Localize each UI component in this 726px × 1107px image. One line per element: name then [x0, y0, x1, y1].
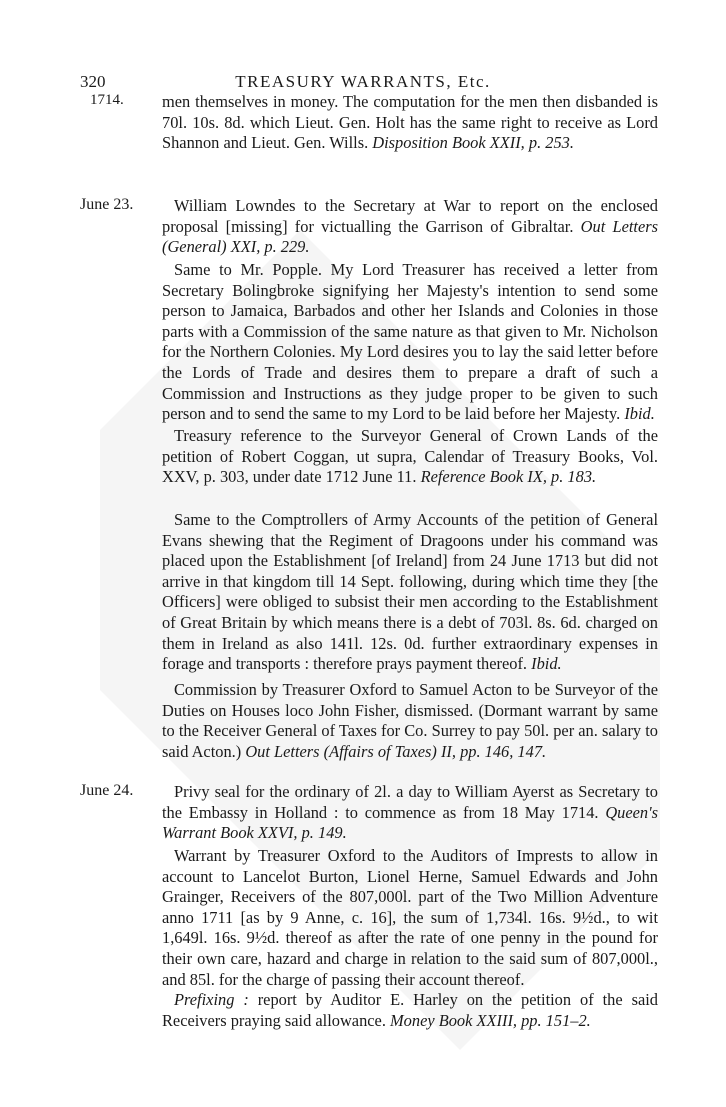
entry-text: men themselves in money. The computation for the men then disbanded is 70l. 10s. 8d. which Lieut. Gen. Holt has the same right to receive as Lord Shannon and Lieut. Gen. Wills. — [162, 92, 658, 153]
entry-acton — [162, 680, 658, 762]
entry-popple — [162, 260, 658, 425]
entry-disbanded-men — [162, 92, 658, 154]
entry-coggan — [162, 426, 658, 488]
entry-text: Treasury reference to the Surveyor General of Crown Lands of the petition of Robert Coggan, ut supra, Calendar of Treasury Books, Vol. XXV, p. 303, under date 1712 June 11. — [162, 426, 658, 487]
date-june-23: June 23. — [80, 196, 134, 213]
entry-evans — [162, 510, 658, 675]
entry-reference: Money Book XXIII, pp. 151–2. — [390, 1010, 591, 1030]
entry-reference: Out Letters (General) XXI, p. 229. — [162, 216, 658, 257]
entry-text: Warrant by Treasurer Oxford to the Auditors of Imprests to allow in account to Lancelot Burton, Lionel Herne, Samuel Edwards and John Grainger, Receivers of the 807,000l. part of the Two Million Adventure anno 1711 [as by 9 Anne, c. 16], the sum of 1,734l. 16s. 9½d., to wit 1,649l. 16s. 9½d. thereof as after the rate of one penny in the pound for their own care, hazard and charge in relation to the said sum of 807,000l., and 85l. for the charge of passing their account thereof. — [162, 846, 658, 989]
entry-text: Privy seal for the ordinary of 2l. a day to William Ayerst as Secretary to the Embassy in Holland : to commence as from 18 May 1714. — [162, 782, 658, 822]
running-head: TREASURY WARRANTS, Etc. — [235, 72, 491, 91]
entry-reference: Ibid. — [531, 654, 562, 674]
entry-text: Same to Mr. Popple. My Lord Treasurer has received a letter from Secretary Bolingbroke signifying her Majesty's intention to send some person to Jamaica, Barbados and other her Islands and Colonies in those parts with a Commission of the same nature as that given to Mr. Nicholson for the Northern Colonies. My Lord desires you to lay the said letter before the Lords of Trade and desires them to prepare a draft of such a Commission and Instructions as they judge proper to be given to such person and to send the same to my Lord to be laid before her Majesty. — [162, 260, 658, 424]
entry-lead: Prefixing : — [174, 990, 249, 1010]
entry-receivers-warrant — [162, 846, 658, 1031]
entry-reference: Queen's Warrant Book XXVI, p. 149. — [162, 802, 658, 843]
entry-reference: Ibid. — [624, 404, 655, 424]
entry-gibraltar — [162, 196, 658, 258]
entry-text: report by Auditor E. Harley on the petition of the said Receivers praying said allowance. — [162, 990, 658, 1030]
entry-text: Same to the Comptrollers of Army Accounts of the petition of General Evans shewing that the Regiment of Dragoons under his command was placed upon the Establishment [of Ireland] from 24 June 1713 but did not arrive in that kingdom till 14 Sept. following, during which time they [the Officers] were obliged to subsist their men according to the Establishment of Great Britain by which means there is a debt of 703l. 8s. 6d. charged on them in Ireland as also 141l. 12s. 0d. further extraordinary expenses in forage and transports : therefore prays payment thereof. — [162, 510, 658, 674]
entry-reference: Disposition Book XXII, p. 253. — [372, 133, 574, 153]
entry-text: Commission by Treasurer Oxford to Samuel Acton to be Surveyor of the Duties on Houses loco John Fisher, dismissed. (Dormant warrant by same to the Receiver General of Taxes for Co. Surrey to pay 50l. per an. salary to said Acton.) — [162, 680, 658, 761]
entry-reference: Out Letters (Affairs of Taxes) II, pp. 146, 147. — [245, 741, 547, 761]
entry-reference: Reference Book IX, p. 183. — [420, 467, 597, 487]
entry-text: William Lowndes to the Secretary at War to report on the enclosed proposal [missing] for victualling the Garrison of Gibraltar. — [162, 196, 658, 236]
entry-ayerst — [162, 782, 658, 844]
page-number: 320 — [80, 72, 106, 91]
date-june-24: June 24. — [80, 782, 134, 799]
margin-year: 1714. — [90, 92, 124, 108]
